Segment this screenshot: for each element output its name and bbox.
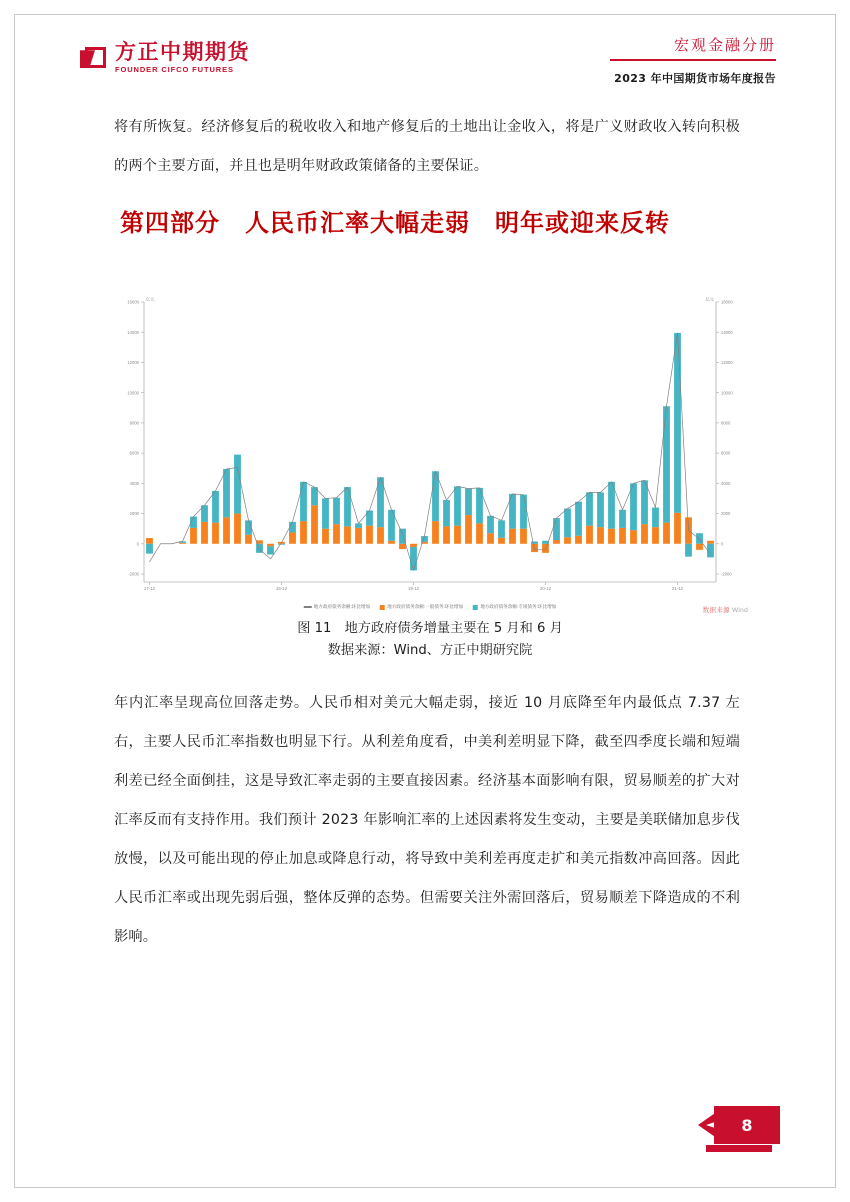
svg-text:4000: 4000: [129, 480, 139, 486]
svg-text:4000: 4000: [721, 480, 731, 486]
chart-container: [110, 292, 750, 612]
legend-item-total: [304, 604, 370, 610]
watermark-brand: Wind: [731, 607, 748, 614]
svg-text:10000: 10000: [721, 390, 733, 396]
svg-text:6000: 6000: [129, 450, 139, 456]
founder-logo-icon: [80, 44, 108, 71]
figure-caption: 图 11 地方政府债务增量主要在 5 月和 6 月: [297, 621, 563, 636]
svg-text:19-12: 19-12: [407, 586, 420, 591]
watermark-text: 数据来源: [702, 607, 730, 614]
logo-chinese-name: 方正中期期货: [115, 40, 250, 64]
svg-text:17-12: 17-12: [143, 586, 156, 591]
svg-text:亿元: 亿元: [146, 296, 155, 302]
page-header: [0, 0, 850, 100]
svg-text:8000: 8000: [721, 420, 731, 426]
svg-text:21-12: 21-12: [671, 586, 684, 591]
svg-text:16000: 16000: [127, 299, 139, 305]
chart-legend: [304, 604, 557, 610]
svg-text:-2000: -2000: [128, 571, 139, 577]
legend-item-general: [380, 604, 463, 610]
svg-text:2000: 2000: [129, 511, 139, 517]
paragraph-exchange-rate-analysis: 年内汇率呈现高位回落走势。人民币相对美元大幅走弱，接近 10 月底降至年内最低点 7.37 左右，主要人民币汇率指数也明显下行。从利差角度看，中美利差明显下降，截至四季度长端和短端利差已经全面倒挂，这是导致汇率走弱的主要直接因素。经济基本面影响有限，贸易顺差的扩大对汇率反而有支持作用。我们预计 2023 年影响汇率的上述因素将发生变动，主要是美联储加息步伐放慢，以及可能出现的停止加息或降息行动，将导致中美利差再度走扩和美元指数冲高回落。因此人民币汇率或出现先弱后强，整体反弹的态势。但需要关注外需回落后，贸易顺差下降造成的不利影响。: [114, 695, 740, 945]
wind-watermark: [703, 605, 748, 614]
company-logo: [80, 42, 250, 74]
legend-label-special: 地方政府债务余额:专项债务:环比增加: [480, 604, 557, 609]
legend-label-total: 地方政府债务余额:环比增加: [313, 604, 371, 609]
page-footer: [0, 1082, 850, 1202]
legend-label-general: 地方政府债务余额:一般债务:环比增加: [387, 604, 464, 609]
report-title: 2023 年中国期货市场年度报告: [614, 72, 776, 85]
legend-orange-swatch-icon: [380, 605, 385, 610]
svg-text:18-12: 18-12: [275, 586, 288, 591]
svg-text:-2000: -2000: [721, 571, 732, 577]
legend-teal-swatch-icon: [473, 605, 478, 610]
svg-text:8000: 8000: [129, 420, 139, 426]
legend-line-swatch-icon: [304, 606, 312, 607]
svg-text:6000: 6000: [721, 450, 731, 456]
header-title-block: [610, 34, 776, 86]
logo-english-name: FOUNDER CIFCO FUTURES: [115, 65, 234, 74]
section-heading: 第四部分 人民币汇率大幅走弱 明年或迎来反转: [120, 209, 670, 237]
svg-text:0: 0: [721, 541, 724, 547]
svg-text:2000: 2000: [721, 511, 731, 517]
svg-text:14000: 14000: [127, 329, 139, 335]
paragraph-continued-from-previous-page: 将有所恢复。经济修复后的税收收入和地产修复后的土地出让金收入，将是广义财政收入转向积极的两个主要方面，并且也是明年财政政策储备的主要保证。: [114, 119, 740, 174]
svg-text:14000: 14000: [721, 329, 733, 335]
page-number-shadow: [706, 1145, 772, 1152]
page-number-badge: 8: [714, 1106, 780, 1144]
figure-11: [110, 292, 750, 662]
local-government-debt-chart: [110, 292, 750, 612]
svg-text:0: 0: [136, 541, 139, 547]
svg-text:20-12: 20-12: [539, 586, 552, 591]
figure-source: 数据来源：Wind、方正中期研究院: [327, 643, 533, 658]
svg-text:12000: 12000: [127, 360, 139, 366]
svg-text:12000: 12000: [721, 360, 733, 366]
header-divider: [610, 59, 776, 61]
svg-text:10000: 10000: [127, 390, 139, 396]
svg-text:亿元: 亿元: [705, 296, 714, 302]
volume-title: 宏观金融分册: [673, 36, 776, 54]
legend-item-special: [473, 604, 556, 610]
svg-text:16000: 16000: [721, 299, 733, 305]
